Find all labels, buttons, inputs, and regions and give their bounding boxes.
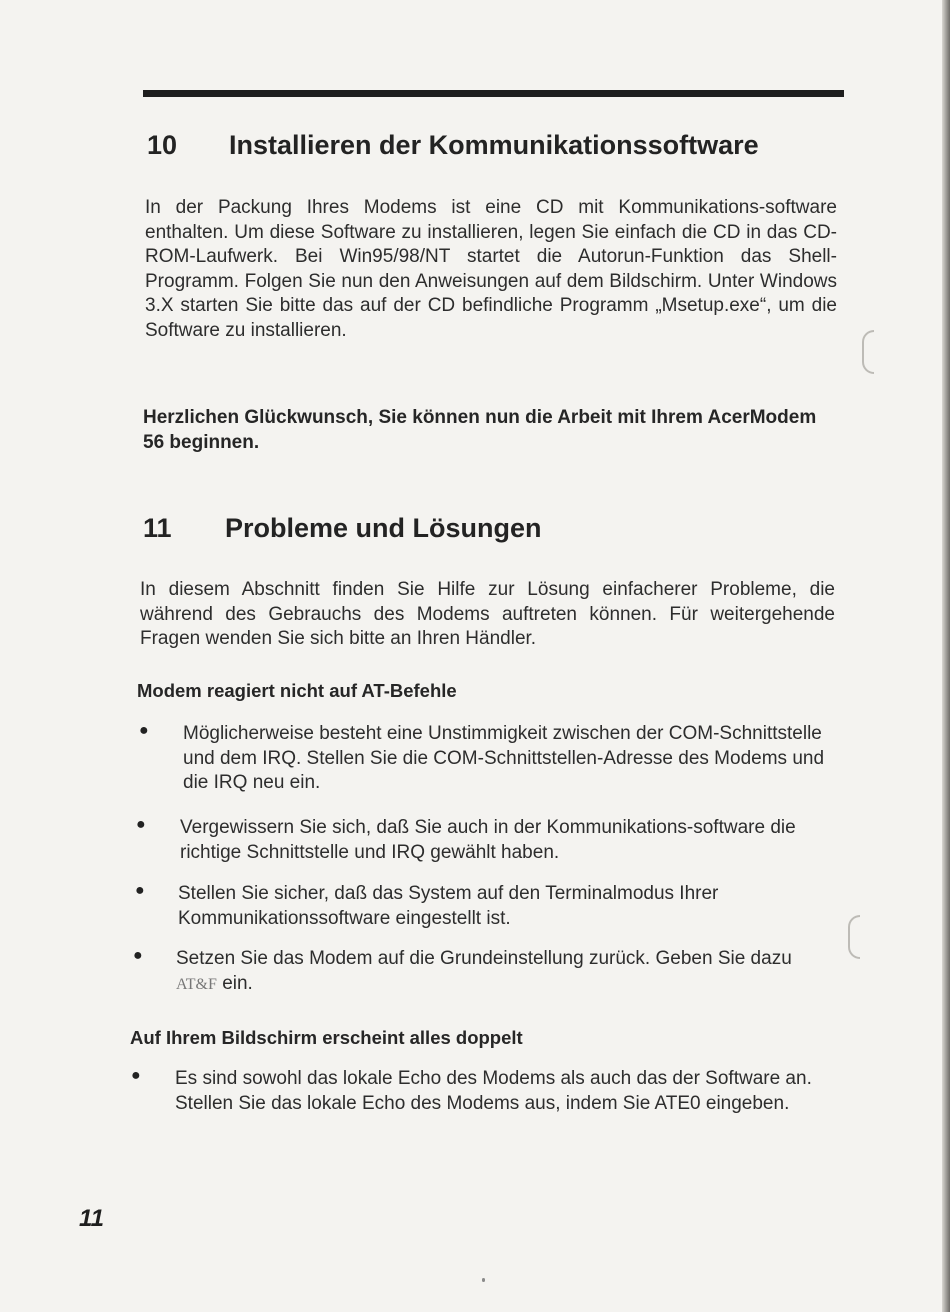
problem-1-heading: Modem reagiert nicht auf AT-Befehle xyxy=(137,680,457,701)
bullet-text-suffix: ein. xyxy=(222,972,253,994)
bullet-marker: ● xyxy=(136,816,146,833)
top-rule xyxy=(143,90,844,97)
bullet-marker: ● xyxy=(135,882,145,899)
bullet-item: Es sind sowohl das lokale Echo des Modems als auch das der Software an. Stellen Sie das lokale Echo des Modems aus, indem Sie ATE0 eingeben. xyxy=(175,1068,812,1114)
bullet-item: Stellen Sie sicher, daß das System auf den Terminalmodus Ihrer Kommunikationssoftware eingestellt ist. xyxy=(178,883,719,929)
section-number: 10 xyxy=(147,130,178,160)
section-title: Installieren der Kommunikationssoftware xyxy=(229,130,759,160)
congratulations-text: Herzlichen Glückwunsch, Sie können nun die Arbeit mit Ihrem AcerModem 56 beginnen. xyxy=(143,407,817,453)
binding-hole-mark xyxy=(862,330,874,374)
section-10-heading xyxy=(147,130,847,164)
bullet-marker: ● xyxy=(139,722,149,739)
bullet-marker: ● xyxy=(133,947,143,964)
problem-2-heading: Auf Ihrem Bildschirm erscheint alles doppelt xyxy=(130,1027,523,1048)
section-11-intro: In diesem Abschnitt finden Sie Hilfe zur Lösung einfacherer Probleme, die während des Gebrauchs des Modems auftreten können. Für weitergehende Fragen wenden Sie sich bitte an Ihren Händler. xyxy=(140,579,835,649)
section-title: Probleme und Lösungen xyxy=(225,513,542,543)
bullet-item: Vergewissern Sie sich, daß Sie auch in der Kommunikations-software die richtige Schnittstelle und IRQ gewählt haben. xyxy=(180,817,796,863)
section-11-heading xyxy=(143,513,843,547)
bullet-marker: ● xyxy=(131,1067,141,1084)
bullet-item: Möglicherweise besteht eine Unstimmigkeit zwischen der COM-Schnittstelle und dem IRQ. Stellen Sie die COM-Schnittstellen-Adresse des Modems und die IRQ neu ein. xyxy=(183,723,825,793)
bullet-text-prefix: Setzen Sie das Modem auf die Grundeinstellung zurück. Geben Sie dazu xyxy=(176,948,792,969)
speck xyxy=(482,1278,485,1282)
at-command: AT&F xyxy=(176,975,217,993)
binding-hole-mark xyxy=(848,915,860,959)
page-edge-shadow xyxy=(942,0,950,1312)
page-number: 11 xyxy=(79,1205,104,1232)
section-number: 11 xyxy=(143,513,172,543)
bullet-item xyxy=(176,947,826,997)
section-10-paragraph: In der Packung Ihres Modems ist eine CD mit Kommunikations-software enthalten. Um diese Software zu installieren, legen Sie einfach die CD in das CD-ROM-Laufwerk. Bei Win95/98/NT startet die Autorun-Funktion das Shell-Programm. Folgen Sie nun den Anweisungen auf dem Bildschirm. Unter Windows 3.X starten Sie bitte das auf der CD befindliche Programm „Msetup.exe“, um die Software zu installieren. xyxy=(145,197,837,341)
